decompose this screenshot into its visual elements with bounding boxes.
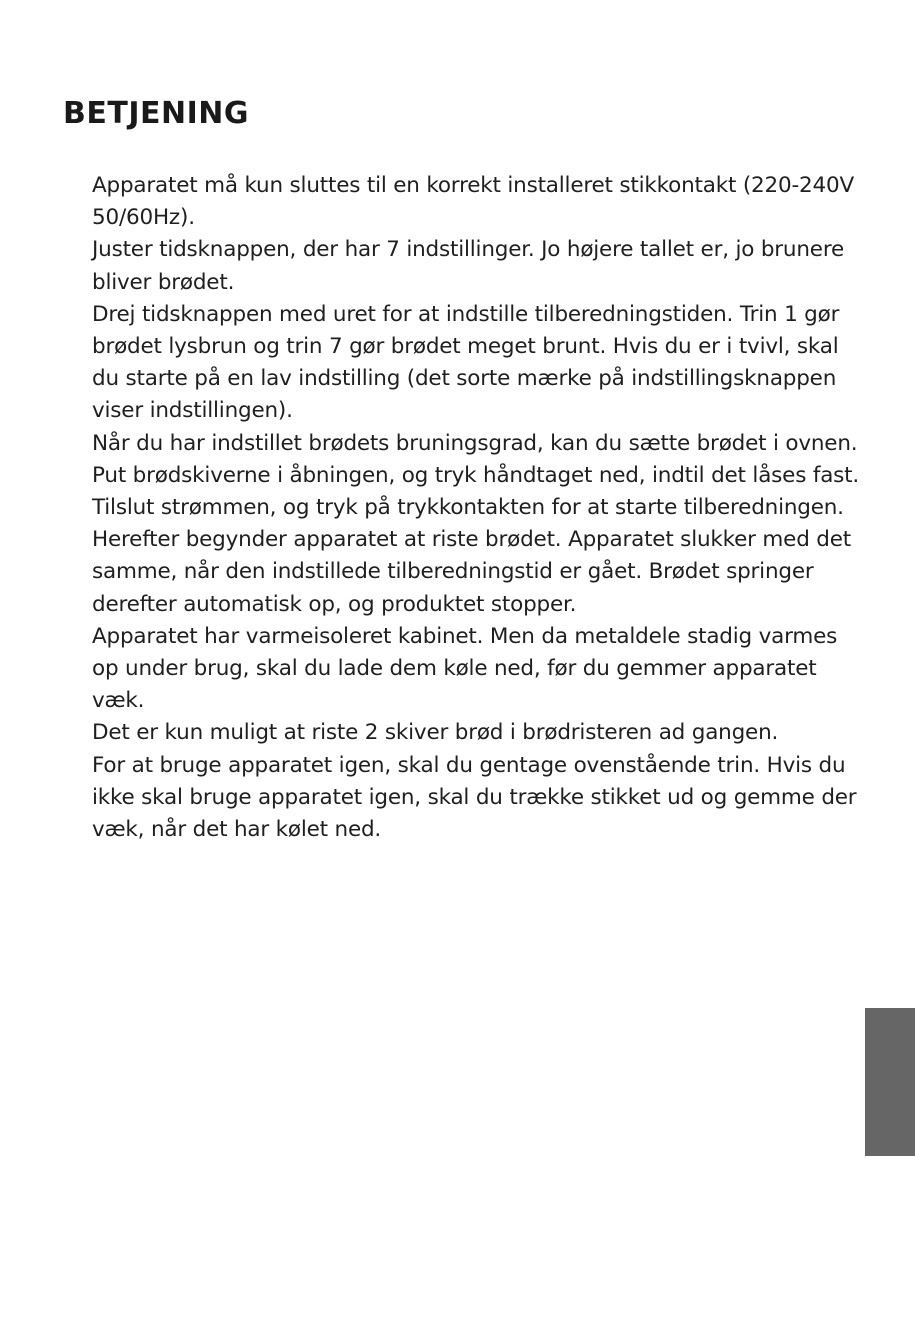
- paragraph-insert-bread: Når du har indstillet brødets bruningsgrad, kan du sætte brødet i ovnen.: [92, 430, 858, 456]
- paragraph-connect-power: Tilslut strømmen, og tryk på trykkontakten for at starte tilberedningen.: [92, 495, 844, 521]
- instructions-body: [92, 170, 862, 846]
- side-tab-marker: [865, 1008, 915, 1156]
- paragraph-two-slices: Det er kun muligt at riste 2 skiver brød i brødristeren ad gangen.: [92, 720, 779, 746]
- paragraph-press-handle: Put brødskiverne i åbningen, og tryk håndtaget ned, indtil det låses fast.: [92, 462, 860, 488]
- paragraph-toasting: Herefter begynder apparatet at riste brødet. Apparatet slukker med det samme, når den indstillede tilberedningstid er gået. Brødet springer derefter automatisk op, og produktet stopper.: [92, 527, 851, 617]
- paragraph-turn-timer: Drej tidsknappen med uret for at indstille tilberedningstiden. Trin 1 gør brødet lysbrun og trin 7 gør brødet meget brunt. Hvis du er i tvivl, skal du starte på en lav indstilling (det sorte mærke på indstillingsknappen viser indstillingen).: [92, 301, 840, 424]
- paragraph-adjust-timer: Juster tidsknappen, der har 7 indstillinger. Jo højere tallet er, jo brunere bliver brødet.: [92, 237, 845, 295]
- paragraph-reuse: For at bruge apparatet igen, skal du gentage ovenstående trin. Hvis du ikke skal bruge apparatet igen, skal du trække stikket ud og gemme der væk, når det har kølet ned.: [92, 752, 857, 843]
- page-title: BETJENING: [63, 96, 249, 131]
- paragraph-power-connection: Apparatet må kun sluttes til en korrekt installeret stikkontakt (220-240V 50/60Hz).: [92, 173, 854, 231]
- paragraph-insulated-cabinet: Apparatet har varmeisoleret kabinet. Men da metaldele stadig varmes op under brug, skal du lade dem køle ned, før du gemmer apparatet væk.: [92, 623, 838, 714]
